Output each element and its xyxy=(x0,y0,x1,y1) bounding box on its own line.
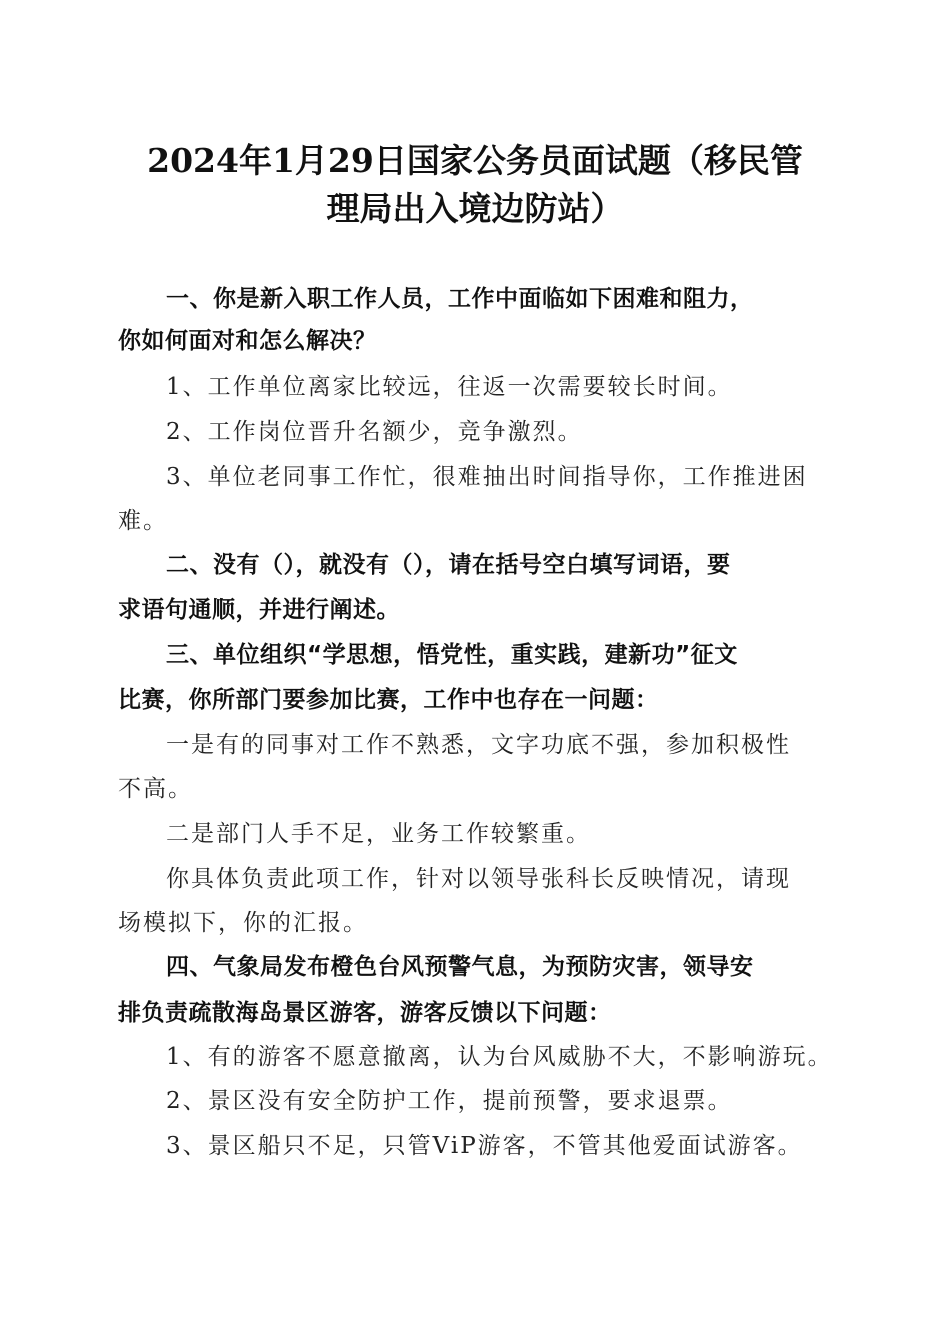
question-4-heading-line-2: 排负责疏散海岛景区游客，游客反馈以下问题： xyxy=(118,1000,612,1026)
question-1-heading-line-1: 一、你是新入职工作人员，工作中面临如下困难和阻力， xyxy=(166,286,754,312)
document-title-line-2: 理局出入境边防站） xyxy=(326,189,624,228)
question-1-item-2: 2、工作岗位晋升名额少，竞争激烈。 xyxy=(166,419,583,445)
document-title-line-1: 2024年1月29日国家公务员面试题（移民管 xyxy=(147,141,803,180)
question-4-heading-line-1: 四、气象局发布橙色台风预警气息，为预防灾害，领导安 xyxy=(166,954,754,980)
question-3-item-1-line-2: 不高。 xyxy=(118,776,193,802)
question-1-item-1: 1、工作单位离家比较远，往返一次需要较长时间。 xyxy=(166,374,733,400)
question-2-heading-line-2: 求语句通顺，并进行阐述。 xyxy=(118,597,400,623)
question-3-heading-line-2: 比赛，你所部门要参加比赛，工作中也存在一问题： xyxy=(118,687,659,713)
question-3-heading-line-1: 三、单位组织“学思想，悟党性，重实践，建新功”征文 xyxy=(166,642,738,668)
question-3-item-2: 二是部门人手不足，业务工作较繁重。 xyxy=(166,821,591,847)
question-4-item-3: 3、景区船只不足，只管ViP游客，不管其他爱面试游客。 xyxy=(166,1133,803,1159)
question-4-item-1: 1、有的游客不愿意撤离，认为台风威胁不大，不影响游玩。 xyxy=(166,1044,833,1070)
question-1-heading-line-2: 你如何面对和怎么解决？ xyxy=(118,328,377,354)
question-1-item-3-line-1: 3、单位老同事工作忙，很难抽出时间指导你，工作推进困 xyxy=(166,464,808,490)
question-4-item-2: 2、景区没有安全防护工作，提前预警，要求退票。 xyxy=(166,1088,733,1114)
question-3-item-1-line-1: 一是有的同事对工作不熟悉，文字功底不强，参加积极性 xyxy=(166,732,791,758)
question-3-item-3-line-1: 你具体负责此项工作，针对以领导张科长反映情况，请现 xyxy=(166,866,791,892)
question-3-item-3-line-2: 场模拟下，你的汇报。 xyxy=(118,910,368,936)
question-1-item-3-line-2: 难。 xyxy=(118,508,168,534)
question-2-heading-line-1: 二、没有（），就没有（），请在括号空白填写词语，要 xyxy=(166,552,731,578)
